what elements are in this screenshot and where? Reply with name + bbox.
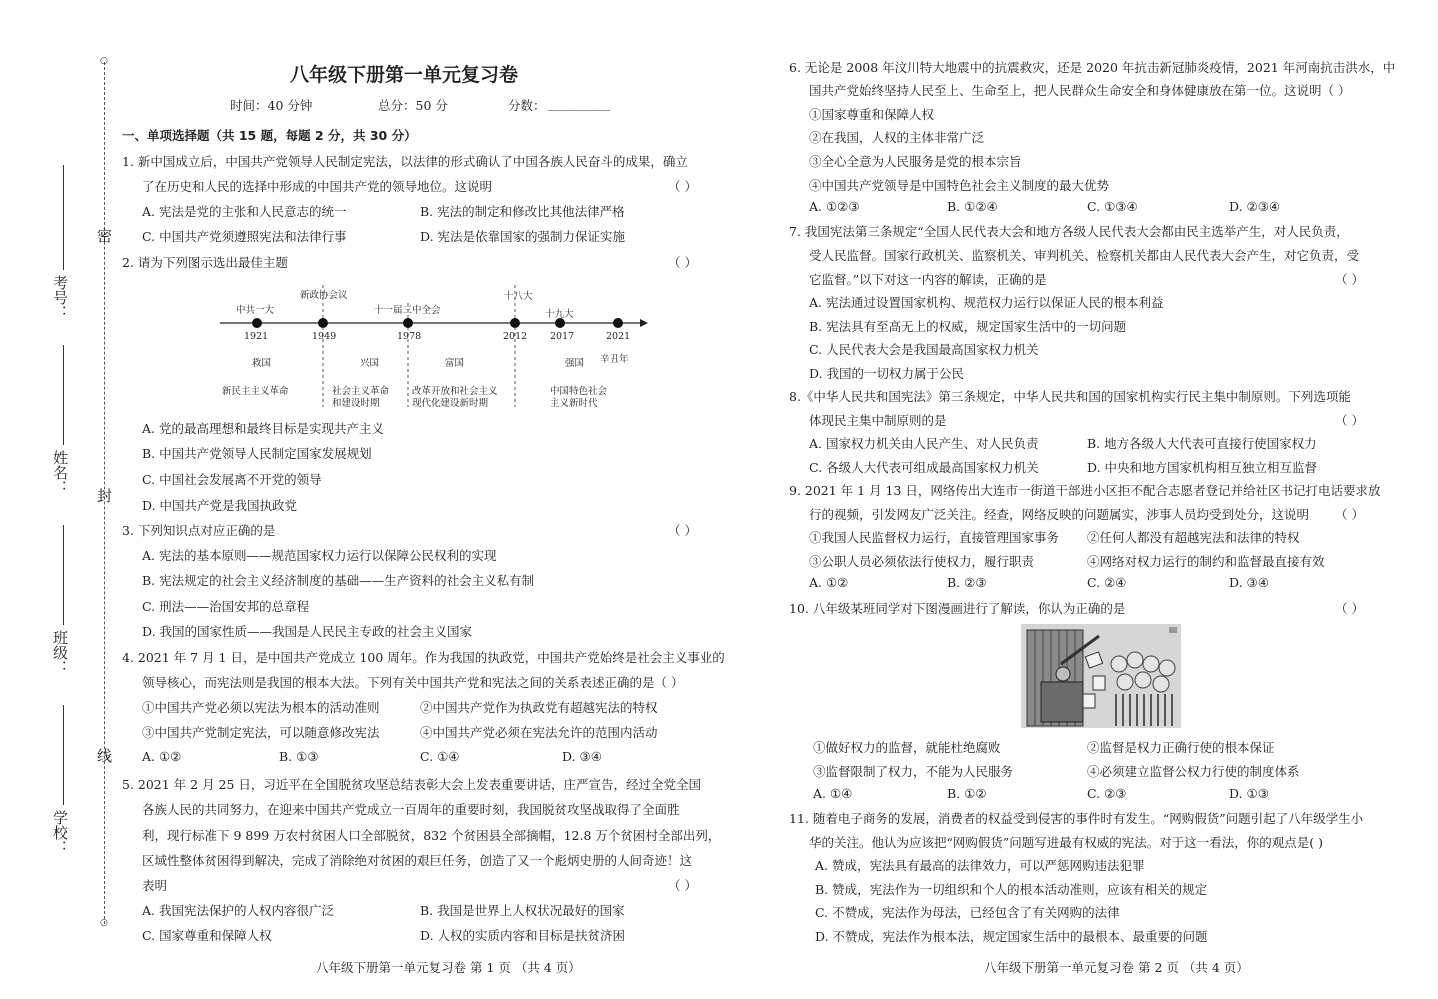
- q2-option-c[interactable]: C. 中国社会发展离不开党的领导: [142, 472, 322, 487]
- q4-option-a[interactable]: A. ①②: [142, 749, 182, 764]
- q2-option-b[interactable]: B. 中国共产党领导人民制定国家发展规划: [142, 446, 372, 461]
- timeline-arrow: [640, 319, 648, 327]
- dot-2012: [510, 318, 520, 328]
- q10-option-a[interactable]: A. ①④: [813, 786, 853, 801]
- q6-statement-3: ③全心全意为人民服务是党的根本宗旨: [809, 154, 1022, 169]
- q11-option-d[interactable]: D. 不赞成，宪法作为根本法，规定国家生活中的最根本、最重要的问题: [815, 929, 1208, 944]
- q11-option-a[interactable]: A. 赞成，宪法具有最高的法律效力，可以严惩网购违法犯罪: [815, 858, 1145, 873]
- q5-option-b[interactable]: B. 我国是世界上人权状况最好的国家: [420, 903, 625, 918]
- q7-option-c[interactable]: C. 人民代表大会是我国最高国家权力机关: [809, 342, 1039, 357]
- q10-stem: 10. 八年级某班同学对下图漫画进行了解读，你认为正确的是: [789, 601, 1126, 616]
- q3-option-c[interactable]: C. 刑法——治国安邦的总章程: [142, 599, 310, 614]
- q3-answer-paren[interactable]: （ ）: [668, 523, 697, 538]
- q4-statement-3: ③中国共产党制定宪法，可以随意修改宪法: [142, 725, 380, 740]
- year-2021: 2021: [606, 331, 631, 342]
- q10-option-b[interactable]: B. ①②: [947, 786, 987, 801]
- q6-option-d[interactable]: D. ②③④: [1229, 199, 1281, 214]
- q4-statement-2: ②中国共产党作为执政党有超越宪法的特权: [420, 700, 658, 715]
- class-label: 班级：: [51, 630, 69, 675]
- q5-stem-line3: 利，现行标准下 9 899 万农村贫困人口全部脱贫，832 个贫困县全部摘帽，12.8 万个贫困村全部出列，: [142, 828, 721, 843]
- q5-answer-paren[interactable]: （ ）: [668, 878, 697, 893]
- q10-option-c[interactable]: C. ②③: [1087, 786, 1127, 801]
- q11-stem-line2: 华的关注。他认为应该把“网购假货”问题写进最有权威的宪法。对于这一看法，你的观点是( ): [809, 835, 1324, 850]
- q9-statement-1: ①我国人民监督权力运行，直接管理国家事务: [809, 530, 1060, 545]
- seal-char-feng: 封: [97, 487, 113, 505]
- q3-option-a[interactable]: A. 宪法的基本原则——规范国家权力运行以保障公民权利的实现: [142, 548, 497, 563]
- q7-option-a[interactable]: A. 宪法通过设置国家机构、规范权力运行以保证人民的根本利益: [809, 295, 1164, 310]
- q5-stem-line1: 5. 2021 年 2 月 25 日，习近平在全国脱贫攻坚总结表彰大会上发表重要讲话，庄严宣告，经过全党全国: [122, 777, 701, 792]
- era-3b: 现代化建设新时期: [412, 398, 489, 409]
- dot-1921: [252, 318, 262, 328]
- era-2b: 和建设时期: [332, 398, 380, 409]
- q4-stem-line2: 领导核心，而宪法则是我国的根本大法。下列有关中国共产党和宪法之间的关系表述正确的是（ ）: [142, 675, 684, 690]
- cartoon-paper-2: [1093, 676, 1105, 690]
- phase-xingguo: 兴国: [360, 358, 380, 369]
- era-3a: 改革开放和社会主义: [412, 386, 498, 397]
- q11-option-b[interactable]: B. 赞成，宪法作为一切组织和个人的根本活动准则，应该有相关的规定: [815, 882, 1208, 897]
- q6-stem-line1: 6. 无论是 2008 年汶川特大地震中的抗震救灾，还是 2020 年抗击新冠肺炎疫情，2021 年河南抗击洪水，中: [789, 60, 1396, 75]
- q6-statement-1: ①国家尊重和保障人权: [809, 107, 935, 122]
- section-heading: 一、单项选择题（共 15 题，每题 2 分，共 30 分）: [122, 128, 417, 143]
- phase-jiuguo: 救国: [252, 358, 272, 369]
- q8-stem-line2: 体现民主集中制原则的是: [809, 413, 947, 428]
- q6-statement-2: ②在我国，人权的主体非常广泛: [809, 130, 985, 145]
- q1-option-c[interactable]: C. 中国共产党须遵照宪法和法律行事: [142, 229, 347, 244]
- q10-option-d[interactable]: D. ①③: [1229, 786, 1269, 801]
- cartoon-paper-3: [1083, 694, 1095, 708]
- power-supervision-cartoon: [1021, 624, 1181, 728]
- era-4b: 主义新时代: [550, 398, 598, 409]
- q5-stem-line5: 表明: [142, 878, 168, 893]
- q7-answer-paren[interactable]: （ ）: [1335, 272, 1364, 287]
- q3-stem: 3. 下列知识点对应正确的是: [122, 523, 276, 538]
- q10-statement-1: ①做好权力的监督，就能杜绝腐败: [813, 740, 1001, 755]
- year-1949: 1949: [312, 331, 337, 342]
- total-score-info: 总分：50 分: [378, 98, 448, 113]
- seal-char-mi: 密: [97, 227, 113, 245]
- cartoon-signature-mark: [1169, 627, 1177, 633]
- name-line[interactable]: [63, 345, 64, 445]
- q6-option-a[interactable]: A. ①②③: [809, 199, 860, 214]
- q8-stem-line1: 8.《中华人民共和国宪法》第三条规定，中华人民共和国的国家机构实行民主集中制原则。下列选项能: [789, 389, 1351, 404]
- q3-option-b[interactable]: B. 宪法规定的社会主义经济制度的基础——生产资料的社会主义私有制: [142, 573, 535, 588]
- q9-option-a[interactable]: A. ①②: [809, 575, 849, 590]
- q1-option-b[interactable]: B. 宪法的制定和修改比其他法律严格: [420, 204, 625, 219]
- era-1: 新民主主义革命: [222, 386, 289, 397]
- school-label: 学校：: [51, 810, 69, 855]
- footer-page-2: 八年级下册第一单元复习卷 第 2 页 （共 4 页）: [984, 960, 1249, 975]
- exam-number-line[interactable]: [63, 165, 64, 270]
- q2-option-a[interactable]: A. 党的最高理想和最终目标是实现共产主义: [142, 421, 384, 436]
- q10-statement-4: ④必须建立监督公权力行使的制度体系: [1087, 764, 1300, 779]
- q3-option-d[interactable]: D. 我国的国家性质——我国是人民民主专政的社会主义国家: [142, 624, 473, 639]
- time-info: 时间：40 分钟: [230, 98, 313, 113]
- era-4a: 中国特色社会: [550, 386, 608, 397]
- q7-stem-line2: 受人民监督。国家行政机关、监察机关、审判机关、检察机关都由人民代表大会产生，对它负责，受: [809, 248, 1360, 263]
- dot-2021: [613, 318, 623, 328]
- q9-stem-line1: 9. 2021 年 1 月 13 日，网络传出大连市一街道干部进小区拒不配合志愿者登记并给社区书记打电话要求放: [789, 483, 1381, 498]
- q11-option-c[interactable]: C. 不赞成，宪法作为母法，已经包含了有关网购的法律: [815, 905, 1120, 920]
- page-title: 八年级下册第一单元复习卷: [290, 64, 519, 86]
- q2-option-d[interactable]: D. 中国共产党是我国执政党: [142, 498, 298, 513]
- year-2017: 2017: [550, 331, 575, 342]
- q2-stem: 2. 请为下列图示选出最佳主题: [122, 255, 288, 270]
- q7-stem-line3: 它监督。”以下对这一内容的解读，正确的是: [809, 272, 1047, 287]
- event-label-4: 十八大: [504, 291, 533, 302]
- q5-option-d[interactable]: D. 人权的实质内容和目标是扶贫济困: [420, 928, 626, 943]
- q10-statement-2: ②监督是权力正确行使的根本保证: [1087, 740, 1275, 755]
- event-label-3: 十一届三中全会: [374, 305, 441, 316]
- q1-stem-line1: 1. 新中国成立后，中国共产党领导人民制定宪法，以法律的形式确认了中国各族人民奋斗的成果，确立: [122, 154, 688, 169]
- q9-statement-2: ②任何人都没有超越宪法和法律的特权: [1087, 530, 1300, 545]
- phase-qiangguo: 强国: [565, 358, 585, 369]
- era-2a: 社会主义革命: [332, 386, 390, 397]
- phase-fuguo: 富国: [445, 358, 465, 369]
- q5-option-c[interactable]: C. 国家尊重和保障人权: [142, 928, 272, 943]
- q10-answer-paren[interactable]: （ ）: [1335, 601, 1364, 616]
- q8-option-b[interactable]: B. 地方各级人大代表可直接行使国家权力: [1087, 436, 1317, 451]
- q6-option-b[interactable]: B. ①②④: [947, 199, 998, 214]
- dot-1949: [318, 318, 328, 328]
- year-1978: 1978: [397, 331, 422, 342]
- score-label: 分数：: [508, 98, 546, 113]
- q9-answer-paren[interactable]: （ ）: [1335, 507, 1364, 522]
- year-1921: 1921: [244, 331, 269, 342]
- q9-option-d[interactable]: D. ③④: [1229, 575, 1269, 590]
- q8-option-a[interactable]: A. 国家权力机关由人民产生、对人民负责: [809, 436, 1039, 451]
- q6-statement-4: ④中国共产党领导是中国特色社会主义制度的最大优势: [809, 178, 1110, 193]
- q9-option-b[interactable]: B. ②③: [947, 575, 987, 590]
- phase-xinchou: 辛丑年: [600, 354, 629, 365]
- q4-statement-1: ①中国共产党必须以宪法为根本的活动准则: [142, 700, 380, 715]
- year-2012: 2012: [503, 331, 528, 342]
- q9-option-c[interactable]: C. ②④: [1087, 575, 1127, 590]
- q5-stem-line2: 各族人民的共同努力，在迎来中国共产党成立一百周年的重要时刻，我国脱贫攻坚战取得了全面胜: [142, 802, 680, 817]
- event-label-1: 中共一大: [236, 305, 275, 316]
- q6-stem-line2: 国共产党始终坚持人民至上、生命至上，把人民群众生命安全和身体健康放在第一位。这说明（ ）: [809, 83, 1351, 98]
- name-label: 姓名：: [51, 450, 69, 495]
- q11-stem-line1: 11. 随着电子商务的发展，消费者的权益受到侵害的事件时有发生。“网购假货”问题引起了八年级学生小: [789, 811, 1364, 826]
- q4-option-b[interactable]: B. ①③: [279, 749, 319, 764]
- cartoon-figure-head: [1056, 667, 1070, 681]
- q4-option-c[interactable]: C. ①④: [420, 749, 460, 764]
- event-label-5: 十九大: [545, 309, 574, 320]
- seal-char-xian: 线: [97, 747, 113, 765]
- q9-statement-4: ④网络对权力运行的制约和监督最直接有效: [1087, 554, 1325, 569]
- q4-option-d[interactable]: D. ③④: [562, 749, 602, 764]
- q8-answer-paren[interactable]: （ ）: [1335, 413, 1364, 428]
- q7-stem-line1: 7. 我国宪法第三条规定“全国人民代表大会和地方各级人民代表大会都由民主选举产生，对人民负责，: [789, 224, 1349, 239]
- q8-option-d[interactable]: D. 中央和地方国家机构相互独立相互监督: [1087, 460, 1318, 475]
- q8-option-c[interactable]: C. 各级人大代表可组成最高国家权力机关: [809, 460, 1039, 475]
- q4-stem-line1: 4. 2021 年 7 月 1 日，是中国共产党成立 100 周年。作为我国的执政党，中国共产党始终是社会主义事业的: [122, 650, 725, 665]
- q1-answer-paren[interactable]: （ ）: [668, 179, 697, 194]
- cartoon-cage: [1041, 682, 1083, 722]
- q10-statement-3: ③监督限制了权力，不能为人民服务: [813, 764, 1014, 779]
- q1-stem-line2: 了在历史和人民的选择中形成的中国共产党的领导地位。这说明: [142, 179, 493, 194]
- dot-1978: [403, 318, 413, 328]
- binding-hole-top: ○: [100, 56, 108, 66]
- school-line[interactable]: [63, 705, 64, 805]
- q9-statement-3: ③公职人员必须依法行使权力，履行职责: [809, 554, 1035, 569]
- q2-answer-paren[interactable]: （ ）: [668, 255, 697, 270]
- exam-number-label: 考号：: [51, 275, 69, 320]
- class-line[interactable]: [63, 525, 64, 625]
- q4-statement-4: ④中国共产党必须在宪法允许的范围内活动: [420, 725, 658, 740]
- score-field[interactable]: __________: [548, 96, 611, 111]
- binding-hole-bottom: ○: [100, 918, 108, 928]
- q7-option-d[interactable]: D. 我国的一切权力属于公民: [809, 366, 965, 381]
- q5-option-a[interactable]: A. 我国宪法保护的人权内容很广泛: [142, 903, 334, 918]
- footer-page-1: 八年级下册第一单元复习卷 第 1 页 （共 4 页）: [316, 960, 581, 975]
- q1-option-d[interactable]: D. 宪法是依靠国家的强制力保证实施: [420, 229, 626, 244]
- q9-stem-line2: 行的视频，引发网友广泛关注。经查，网络反映的问题属实，涉事人员均受到处分，这说明: [809, 507, 1310, 522]
- q5-stem-line4: 区域性整体贫困得到解决，完成了消除绝对贫困的艰巨任务，创造了又一个彪炳史册的人间奇迹！这: [142, 853, 693, 868]
- event-label-2: 新政协会议: [300, 290, 348, 301]
- q7-option-b[interactable]: B. 宪法具有至高无上的权威，规定国家生活中的一切问题: [809, 319, 1127, 334]
- q1-option-a[interactable]: A. 宪法是党的主张和人民意志的统一: [142, 204, 347, 219]
- q6-option-c[interactable]: C. ①③④: [1087, 199, 1138, 214]
